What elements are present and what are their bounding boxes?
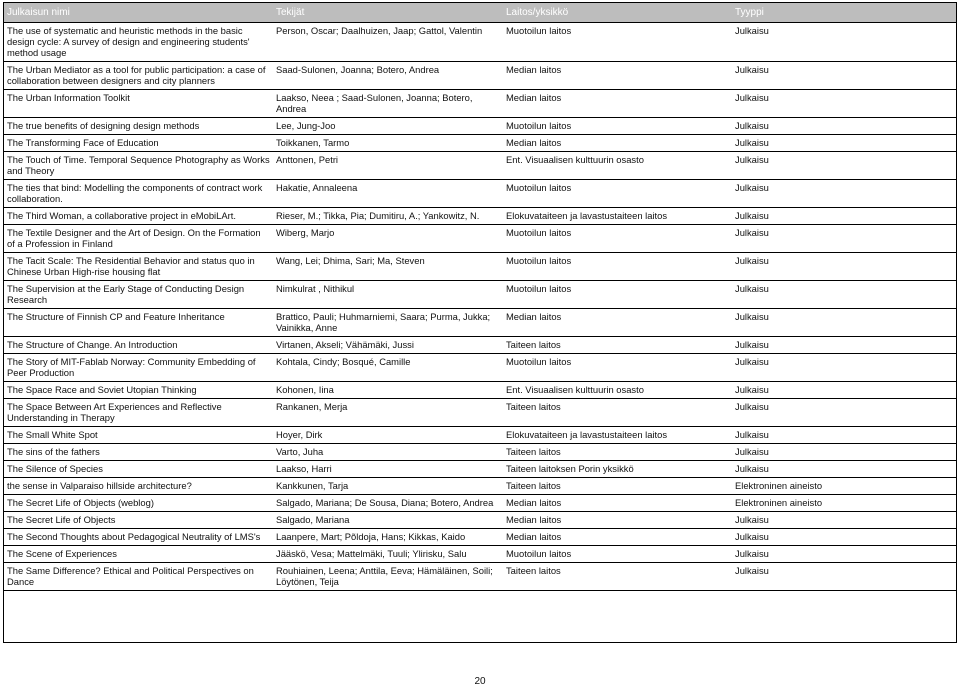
table-row bbox=[4, 23, 956, 62]
cell-department: Muotoilun laitos bbox=[503, 354, 732, 382]
cell-authors: Kohtala, Cindy; Bosqué, Camille bbox=[273, 354, 503, 382]
cell-title: The Textile Designer and the Art of Design. On the Formation of a Profession in Finland bbox=[4, 225, 273, 253]
cell-title: The true benefits of designing design methods bbox=[4, 118, 273, 135]
cell-title: The Structure of Finnish CP and Feature Inheritance bbox=[4, 309, 273, 337]
cell-department: Taiteen laitos bbox=[503, 478, 732, 495]
table-row bbox=[4, 529, 956, 546]
table-row bbox=[4, 90, 956, 118]
cell-title: The Same Difference? Ethical and Political Perspectives on Dance bbox=[4, 563, 273, 591]
table-row bbox=[4, 225, 956, 253]
table-row bbox=[4, 461, 956, 478]
cell-type: Julkaisu bbox=[732, 281, 956, 309]
cell-type: Julkaisu bbox=[732, 62, 956, 90]
cell-department: Median laitos bbox=[503, 529, 732, 546]
cell-department: Muotoilun laitos bbox=[503, 546, 732, 563]
cell-type: Julkaisu bbox=[732, 563, 956, 591]
table-row bbox=[4, 152, 956, 180]
cell-type: Julkaisu bbox=[732, 444, 956, 461]
cell-type: Julkaisu bbox=[732, 180, 956, 208]
header-type: Tyyppi bbox=[732, 3, 956, 23]
cell-title: The Silence of Species bbox=[4, 461, 273, 478]
cell-authors: Varto, Juha bbox=[273, 444, 503, 461]
cell-type: Julkaisu bbox=[732, 546, 956, 563]
cell-authors: Virtanen, Akseli; Vähämäki, Jussi bbox=[273, 337, 503, 354]
cell-authors: Rouhiainen, Leena; Anttila, Eeva; Hämäläinen, Soili; Löytönen, Teija bbox=[273, 563, 503, 591]
table-row bbox=[4, 180, 956, 208]
cell-department: Median laitos bbox=[503, 135, 732, 152]
cell-department: Muotoilun laitos bbox=[503, 253, 732, 281]
cell-authors: Wiberg, Marjo bbox=[273, 225, 503, 253]
cell-title: The use of systematic and heuristic methods in the basic design cycle: A survey of design and engineering students' method usage bbox=[4, 23, 273, 62]
cell-title: The Urban Mediator as a tool for public participation: a case of collaboration between designers and city planners bbox=[4, 62, 273, 90]
table-row bbox=[4, 444, 956, 461]
table-row bbox=[4, 118, 956, 135]
cell-type: Julkaisu bbox=[732, 354, 956, 382]
cell-type: Elektroninen aineisto bbox=[732, 478, 956, 495]
cell-title: the sense in Valparaiso hillside architecture? bbox=[4, 478, 273, 495]
table-row bbox=[4, 208, 956, 225]
cell-title: The Second Thoughts about Pedagogical Neutrality of LMS's bbox=[4, 529, 273, 546]
table-header-row bbox=[4, 3, 956, 23]
cell-authors: Brattico, Pauli; Huhmarniemi, Saara; Purma, Jukka; Vainikka, Anne bbox=[273, 309, 503, 337]
cell-title: The Transforming Face of Education bbox=[4, 135, 273, 152]
cell-title: The Secret Life of Objects (weblog) bbox=[4, 495, 273, 512]
cell-authors: Rieser, M.; Tikka, Pia; Dumitiru, A.; Yankowitz, N. bbox=[273, 208, 503, 225]
page-number: 20 bbox=[474, 676, 486, 687]
table-body bbox=[4, 23, 956, 591]
cell-title: The Small White Spot bbox=[4, 427, 273, 444]
cell-type: Julkaisu bbox=[732, 512, 956, 529]
cell-department: Taiteen laitoksen Porin yksikkö bbox=[503, 461, 732, 478]
cell-department: Taiteen laitos bbox=[503, 337, 732, 354]
table-row bbox=[4, 495, 956, 512]
cell-type: Julkaisu bbox=[732, 382, 956, 399]
cell-department: Taiteen laitos bbox=[503, 399, 732, 427]
table-row bbox=[4, 478, 956, 495]
table-row bbox=[4, 382, 956, 399]
cell-authors: Nimkulrat , Nithikul bbox=[273, 281, 503, 309]
cell-type: Julkaisu bbox=[732, 337, 956, 354]
cell-title: The Story of MIT-Fablab Norway: Community Embedding of Peer Production bbox=[4, 354, 273, 382]
cell-department: Muotoilun laitos bbox=[503, 225, 732, 253]
cell-title: The Scene of Experiences bbox=[4, 546, 273, 563]
cell-department: Ent. Visuaalisen kulttuurin osasto bbox=[503, 382, 732, 399]
cell-authors: Hoyer, Dirk bbox=[273, 427, 503, 444]
cell-department: Median laitos bbox=[503, 512, 732, 529]
table-row bbox=[4, 563, 956, 591]
cell-department: Ent. Visuaalisen kulttuurin osasto bbox=[503, 152, 732, 180]
cell-authors: Wang, Lei; Dhima, Sari; Ma, Steven bbox=[273, 253, 503, 281]
cell-type: Julkaisu bbox=[732, 427, 956, 444]
cell-type: Julkaisu bbox=[732, 135, 956, 152]
cell-department: Muotoilun laitos bbox=[503, 281, 732, 309]
cell-department: Muotoilun laitos bbox=[503, 23, 732, 62]
cell-authors: Laakso, Neea ; Saad-Sulonen, Joanna; Botero, Andrea bbox=[273, 90, 503, 118]
publication-table-frame bbox=[3, 2, 957, 643]
table-row bbox=[4, 281, 956, 309]
cell-authors: Lee, Jung-Joo bbox=[273, 118, 503, 135]
cell-department: Median laitos bbox=[503, 62, 732, 90]
cell-authors: Rankanen, Merja bbox=[273, 399, 503, 427]
cell-title: The Space Between Art Experiences and Reflective Understanding in Therapy bbox=[4, 399, 273, 427]
cell-type: Julkaisu bbox=[732, 529, 956, 546]
header-department: Laitos/yksikkö bbox=[503, 3, 732, 23]
cell-authors: Anttonen, Petri bbox=[273, 152, 503, 180]
cell-type: Julkaisu bbox=[732, 225, 956, 253]
cell-type: Julkaisu bbox=[732, 90, 956, 118]
cell-authors: Laakso, Harri bbox=[273, 461, 503, 478]
header-title: Julkaisun nimi bbox=[4, 3, 273, 23]
cell-title: The Tacit Scale: The Residential Behavior and status quo in Chinese Urban High-rise housing flat bbox=[4, 253, 273, 281]
cell-department: Elokuvataiteen ja lavastustaiteen laitos bbox=[503, 427, 732, 444]
cell-authors: Kohonen, Iina bbox=[273, 382, 503, 399]
cell-title: The Supervision at the Early Stage of Conducting Design Research bbox=[4, 281, 273, 309]
cell-type: Julkaisu bbox=[732, 309, 956, 337]
cell-authors: Person, Oscar; Daalhuizen, Jaap; Gattol, Valentin bbox=[273, 23, 503, 62]
cell-authors: Toikkanen, Tarmo bbox=[273, 135, 503, 152]
cell-title: The Touch of Time. Temporal Sequence Photography as Works and Theory bbox=[4, 152, 273, 180]
cell-title: The Secret Life of Objects bbox=[4, 512, 273, 529]
table-row bbox=[4, 253, 956, 281]
table-row bbox=[4, 546, 956, 563]
cell-type: Julkaisu bbox=[732, 399, 956, 427]
cell-type: Julkaisu bbox=[732, 208, 956, 225]
table-row bbox=[4, 399, 956, 427]
cell-department: Elokuvataiteen ja lavastustaiteen laitos bbox=[503, 208, 732, 225]
cell-title: The Third Woman, a collaborative project in eMobiLArt. bbox=[4, 208, 273, 225]
cell-authors: Salgado, Mariana; De Sousa, Diana; Botero, Andrea bbox=[273, 495, 503, 512]
cell-type: Julkaisu bbox=[732, 461, 956, 478]
cell-title: The Structure of Change. An Introduction bbox=[4, 337, 273, 354]
cell-title: The Space Race and Soviet Utopian Thinking bbox=[4, 382, 273, 399]
cell-department: Median laitos bbox=[503, 309, 732, 337]
cell-authors: Saad-Sulonen, Joanna; Botero, Andrea bbox=[273, 62, 503, 90]
cell-title: The ties that bind: Modelling the components of contract work collaboration. bbox=[4, 180, 273, 208]
cell-type: Elektroninen aineisto bbox=[732, 495, 956, 512]
cell-title: The sins of the fathers bbox=[4, 444, 273, 461]
table-row bbox=[4, 309, 956, 337]
table-row bbox=[4, 337, 956, 354]
cell-title: The Urban Information Toolkit bbox=[4, 90, 273, 118]
table-row bbox=[4, 512, 956, 529]
cell-authors: Laanpere, Mart; Põldoja, Hans; Kikkas, Kaido bbox=[273, 529, 503, 546]
table-row bbox=[4, 135, 956, 152]
cell-department: Taiteen laitos bbox=[503, 563, 732, 591]
cell-type: Julkaisu bbox=[732, 152, 956, 180]
cell-authors: Kankkunen, Tarja bbox=[273, 478, 503, 495]
table-row bbox=[4, 62, 956, 90]
cell-department: Muotoilun laitos bbox=[503, 180, 732, 208]
cell-department: Taiteen laitos bbox=[503, 444, 732, 461]
cell-department: Median laitos bbox=[503, 90, 732, 118]
cell-department: Muotoilun laitos bbox=[503, 118, 732, 135]
table-row bbox=[4, 427, 956, 444]
cell-type: Julkaisu bbox=[732, 23, 956, 62]
header-authors: Tekijät bbox=[273, 3, 503, 23]
publication-table bbox=[4, 3, 956, 591]
cell-type: Julkaisu bbox=[732, 253, 956, 281]
cell-department: Median laitos bbox=[503, 495, 732, 512]
table-row bbox=[4, 354, 956, 382]
cell-type: Julkaisu bbox=[732, 118, 956, 135]
cell-authors: Jääskö, Vesa; Mattelmäki, Tuuli; Ylirisku, Salu bbox=[273, 546, 503, 563]
cell-authors: Salgado, Mariana bbox=[273, 512, 503, 529]
cell-authors: Hakatie, Annaleena bbox=[273, 180, 503, 208]
